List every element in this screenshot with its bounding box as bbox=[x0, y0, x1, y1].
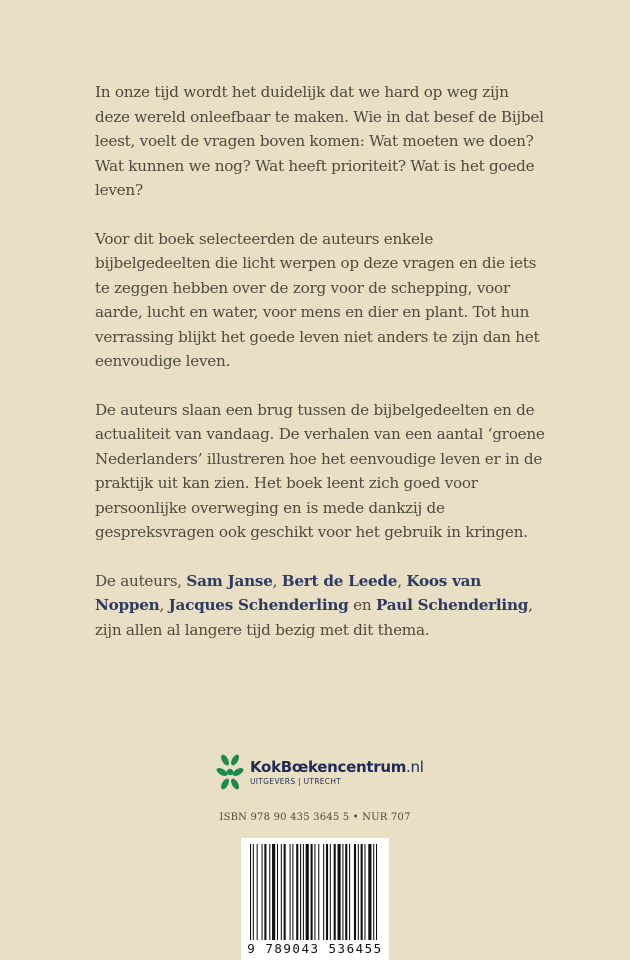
paragraph-1: In onze tijd wordt het duidelijk dat we hard op weg zijn deze wereld onleefbaar te maken. Wie in dat besef de Bijbel leest, voelt de vragen boven komen: Wat moeten we doen? Wat kunnen we nog? Wat heeft prioriteit? Wat is het goede leven? bbox=[95, 83, 544, 199]
barcode-bar bbox=[368, 844, 371, 940]
barcode-bar bbox=[314, 844, 315, 940]
barcode-bar bbox=[253, 844, 254, 940]
publisher-name bbox=[250, 758, 424, 786]
barcode-bar bbox=[284, 844, 286, 940]
barcode-digits: 9 789043 536455 bbox=[247, 941, 383, 956]
author-jacques-schenderling: Jacques Schenderling bbox=[168, 596, 349, 614]
barcode-bar bbox=[338, 844, 341, 940]
barcode-bar bbox=[342, 844, 343, 940]
barcode-bar bbox=[281, 844, 282, 940]
authors-paragraph bbox=[95, 569, 545, 643]
barcode-bar bbox=[306, 844, 309, 940]
barcode-bar bbox=[262, 844, 263, 940]
paragraph-2: Voor dit boek selecteerden de auteurs enkele bijbelgedeelten die licht werpen op deze vragen en die iets te zeggen hebben over de zorg voor de schepping, voor aarde, lucht en water, voor mens en dier en plant. Tot hun verrassing blijkt het goede leven niet anders te zijn dan het eenvoudige leven. bbox=[95, 229, 540, 370]
barcode-bar bbox=[376, 844, 377, 940]
barcode-bar bbox=[334, 844, 336, 940]
barcode bbox=[241, 838, 389, 960]
barcode-bar bbox=[292, 844, 293, 940]
author-paul-schenderling: Paul Schenderling bbox=[375, 596, 529, 614]
authors-separator: , bbox=[397, 571, 407, 590]
barcode-bar bbox=[364, 844, 365, 940]
barcode-bar bbox=[303, 844, 304, 940]
authors-and: en bbox=[348, 596, 376, 614]
barcode-bar bbox=[318, 844, 319, 940]
barcode-bar bbox=[358, 844, 359, 940]
publisher-subtitle: UITGEVERS | UTRECHT bbox=[250, 777, 342, 786]
paragraph-3: De auteurs slaan een brug tussen de bijbelgedeelten en de actualiteit van vandaag. De verhalen van een aantal ‘groene Nederlanders’ illustreren hoe het eenvoudige leven er in de praktijk uit kan zien. Het boek leent zich goed voor persoonlijke overweging en is mede dankzij de gespreksvragen ook geschikt voor het gebruik in kringen. bbox=[95, 400, 545, 541]
barcode-bar bbox=[311, 844, 313, 940]
barcode-bar bbox=[300, 844, 301, 940]
authors-separator: , bbox=[272, 571, 282, 590]
barcode-bar bbox=[345, 844, 347, 940]
publisher-logo bbox=[216, 752, 424, 792]
author-koos-van-noppen: Koos van Noppen bbox=[95, 571, 482, 614]
barcode-bar bbox=[373, 844, 374, 940]
barcode-bar bbox=[277, 844, 278, 940]
isbn-nur-line: ISBN 978 90 435 3645 5 • NUR 707 bbox=[219, 812, 411, 823]
publisher-wordmark bbox=[250, 758, 424, 776]
barcode-bar bbox=[272, 844, 275, 940]
barcode-bar bbox=[330, 844, 331, 940]
publisher-name-tld: .nl bbox=[406, 758, 424, 776]
authors-outro: , zijn allen al langere tijd bezig met dit thema. bbox=[95, 596, 533, 639]
barcode-bars bbox=[248, 844, 382, 940]
authors-separator: , bbox=[159, 596, 169, 614]
barcode-bar bbox=[290, 844, 291, 940]
barcode-bar bbox=[264, 844, 266, 940]
leaf-cross-logo-icon bbox=[216, 753, 244, 791]
barcode-bar bbox=[257, 844, 258, 940]
publisher-name-main: KokBœkencentrum bbox=[250, 758, 407, 776]
back-cover-text bbox=[95, 80, 545, 666]
barcode-bar bbox=[326, 844, 328, 940]
barcode-bar bbox=[361, 844, 363, 940]
authors-intro: De auteurs, bbox=[95, 571, 187, 590]
author-bert-de-leede: Bert de Leede bbox=[281, 571, 398, 590]
barcode-bar bbox=[296, 844, 298, 940]
barcode-bar bbox=[269, 844, 270, 940]
barcode-bar bbox=[354, 844, 356, 940]
barcode-bar bbox=[250, 844, 251, 940]
author-sam-janse: Sam Janse bbox=[186, 571, 273, 590]
barcode-bar bbox=[323, 844, 324, 940]
barcode-bar bbox=[349, 844, 350, 940]
